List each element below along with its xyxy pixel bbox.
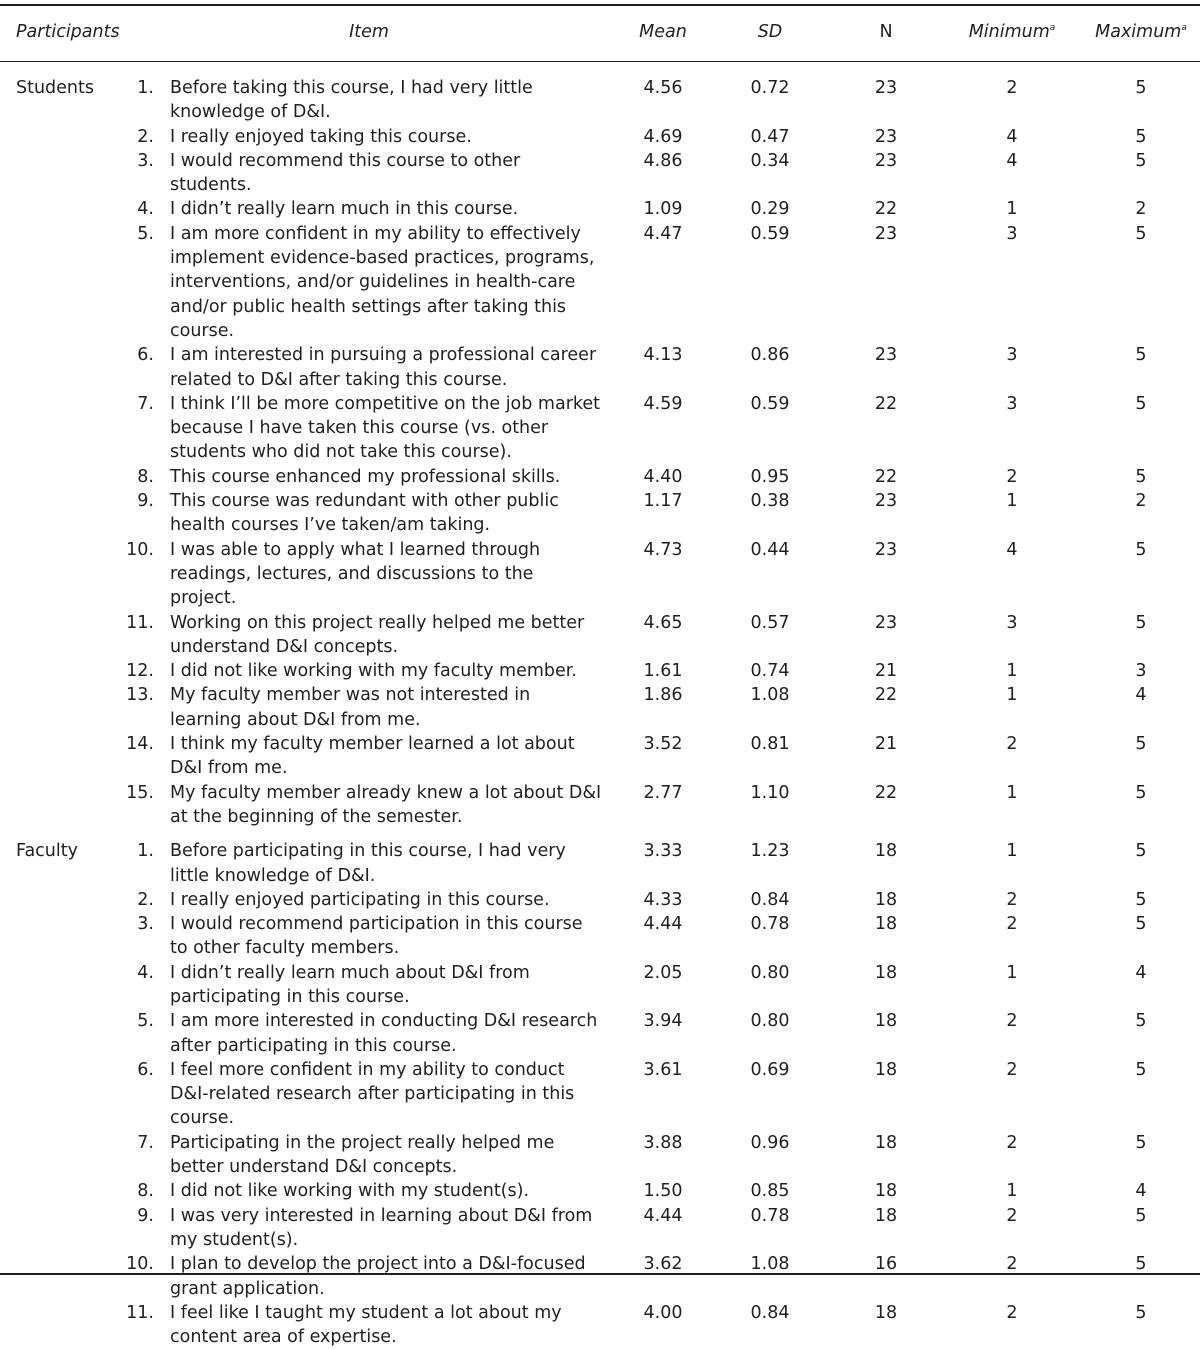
sd-cell: 0.44 [750, 539, 790, 560]
table-row [0, 1058, 1200, 1131]
item-text-cell: I did not like working with my faculty member. [170, 661, 577, 682]
item-number-cell: 3. [137, 914, 154, 935]
item-number-cell: 1. [137, 78, 154, 98]
n-cell: 22 [874, 685, 898, 706]
minimum-cell: 2 [1006, 1302, 1018, 1323]
n-cell: 22 [874, 393, 898, 414]
minimum-cell: 4 [1006, 126, 1018, 147]
item-number-cell: 9. [137, 1205, 154, 1226]
maximum-cell: 5 [1135, 1059, 1147, 1080]
maximum-cell: 5 [1135, 1302, 1147, 1323]
minimum-header [942, 0, 1082, 66]
item-number-cell: 10. [126, 539, 154, 560]
item-text-cell: I really enjoyed participating in this course. [170, 889, 550, 910]
minimum-cell: 1 [1006, 685, 1018, 706]
item-number-cell: 13. [126, 685, 154, 706]
minimum-footnote-marker: a [1049, 23, 1056, 34]
mean-cell: 1.09 [643, 199, 683, 220]
table-row [0, 781, 1200, 830]
sd-cell: 0.78 [750, 914, 790, 935]
mean-cell: 1.86 [643, 685, 683, 706]
mean-cell: 4.47 [643, 223, 683, 244]
mean-cell: 4.59 [643, 393, 683, 414]
participant-group-cell [0, 222, 122, 343]
item-number-cell: 8. [137, 1181, 154, 1202]
sd-cell: 0.38 [750, 491, 790, 512]
minimum-cell: 4 [1006, 539, 1018, 560]
maximum-header [1082, 0, 1200, 66]
table-row [0, 1009, 1200, 1058]
mean-cell: 1.61 [643, 661, 683, 682]
minimum-cell: 2 [1006, 889, 1018, 910]
item-text-cell: I did not like working with my student(s). [170, 1181, 530, 1202]
maximum-cell: 5 [1135, 782, 1147, 803]
table-row [0, 489, 1200, 538]
item-number-cell: 2. [137, 126, 154, 147]
table-row [0, 683, 1200, 732]
n-cell: 22 [874, 466, 898, 487]
n-cell: 23 [874, 491, 898, 512]
n-cell: 23 [874, 612, 898, 633]
minimum-cell: 1 [1006, 841, 1018, 862]
minimum-cell: 2 [1006, 1011, 1018, 1032]
mean-cell: 3.62 [643, 1254, 683, 1275]
table-row [0, 1131, 1200, 1180]
participant-group-cell [0, 197, 122, 221]
sd-cell: 0.95 [750, 466, 790, 487]
sd-cell: 0.81 [750, 734, 790, 755]
table-row [0, 829, 1200, 888]
mean-header: Mean [639, 21, 687, 42]
maximum-cell: 2 [1135, 491, 1147, 512]
table-row [0, 1252, 1200, 1301]
maximum-cell: 5 [1135, 914, 1147, 935]
item-number-cell: 3. [137, 150, 154, 171]
participant-group-cell [0, 912, 122, 961]
maximum-cell: 5 [1135, 466, 1147, 487]
item-number-cell: 11. [126, 612, 154, 633]
minimum-cell: 2 [1006, 914, 1018, 935]
mean-cell: 4.40 [643, 466, 683, 487]
participant-group-cell [0, 611, 122, 660]
item-text-cell: I would recommend participation in this course to other faculty members. [170, 914, 583, 959]
item-text-cell: I would recommend this course to other students. [170, 150, 521, 196]
sd-cell: 0.80 [750, 1011, 790, 1032]
maximum-cell: 5 [1135, 150, 1147, 171]
item-number-cell: 8. [137, 466, 154, 487]
minimum-cell: 4 [1006, 150, 1018, 171]
minimum-label: Minimum [968, 21, 1050, 42]
sd-cell: 0.86 [750, 345, 790, 366]
maximum-cell: 3 [1135, 661, 1147, 682]
sd-cell: 0.80 [750, 962, 790, 983]
mean-cell: 3.61 [643, 1059, 683, 1080]
minimum-cell: 2 [1006, 466, 1018, 487]
participant-group-cell [0, 732, 122, 781]
participant-group-cell [0, 1131, 122, 1180]
n-cell: 21 [874, 734, 898, 755]
n-cell: 16 [874, 1254, 898, 1275]
participant-group-cell: Students [16, 78, 95, 98]
n-cell: 18 [874, 841, 898, 862]
mean-cell: 4.44 [643, 914, 683, 935]
item-number-cell: 2. [137, 889, 154, 910]
participant-group-cell [0, 489, 122, 538]
n-cell: 23 [874, 539, 898, 560]
participant-group-cell [0, 538, 122, 611]
item-text-cell: My faculty member was not interested in learning about D&I from me. [170, 685, 531, 730]
table-row [0, 659, 1200, 683]
mean-cell: 1.17 [643, 491, 683, 512]
item-number-cell: 7. [137, 1132, 154, 1153]
maximum-cell: 5 [1135, 1254, 1147, 1275]
participant-group-cell [0, 683, 122, 732]
mean-cell: 2.77 [643, 782, 683, 803]
n-cell: 22 [874, 199, 898, 220]
item-text-cell: I am interested in pursuing a professional career related to D&I after taking this course. [170, 345, 597, 390]
item-text-cell: I feel more confident in my ability to conduct D&I-related research after participating in this course. [170, 1059, 575, 1129]
item-text-cell: Working on this project really helped me better understand D&I concepts. [170, 612, 585, 657]
n-cell: 23 [874, 223, 898, 244]
item-number-cell: 5. [137, 223, 154, 244]
minimum-cell: 1 [1006, 1181, 1018, 1202]
participant-group-cell [0, 888, 122, 912]
maximum-cell: 5 [1135, 539, 1147, 560]
participant-group-cell [0, 125, 122, 149]
item-text-cell: This course enhanced my professional skills. [170, 466, 561, 487]
participant-group-cell [0, 781, 122, 830]
item-text-cell: I plan to develop the project into a D&I-focused grant application. [170, 1254, 586, 1299]
participant-group-cell [0, 961, 122, 1010]
mean-cell: 3.52 [643, 734, 683, 755]
sd-cell: 0.84 [750, 889, 790, 910]
table-row [0, 912, 1200, 961]
participant-group-cell [0, 1204, 122, 1253]
n-cell: 23 [874, 150, 898, 171]
item-text-cell: Before participating in this course, I had very little knowledge of D&I. [170, 841, 566, 886]
sd-cell: 0.47 [750, 126, 790, 147]
n-cell: 23 [874, 78, 898, 98]
participant-group-cell [0, 1301, 122, 1349]
sd-cell: 0.59 [750, 393, 790, 414]
maximum-cell: 5 [1135, 1011, 1147, 1032]
item-text-cell: I think my faculty member learned a lot about D&I from me. [170, 734, 575, 779]
item-number-cell: 1. [137, 841, 154, 862]
table-row [0, 343, 1200, 392]
maximum-cell: 4 [1135, 1181, 1147, 1202]
n-cell: 18 [874, 1059, 898, 1080]
maximum-cell: 4 [1135, 685, 1147, 706]
table-row [0, 1179, 1200, 1203]
mean-cell: 2.05 [643, 962, 683, 983]
sd-cell: 0.72 [750, 78, 790, 98]
n-cell: 18 [874, 1011, 898, 1032]
sd-cell: 1.10 [750, 782, 790, 803]
minimum-cell: 2 [1006, 1059, 1018, 1080]
sd-cell: 1.23 [750, 841, 790, 862]
item-number-cell: 10. [126, 1254, 154, 1275]
mean-cell: 4.44 [643, 1205, 683, 1226]
minimum-cell: 1 [1006, 782, 1018, 803]
participant-group-cell [0, 1009, 122, 1058]
minimum-cell: 2 [1006, 1205, 1018, 1226]
minimum-cell: 2 [1006, 734, 1018, 755]
item-number-cell: 6. [137, 1059, 154, 1080]
item-text-cell: Participating in the project really helped me better understand D&I concepts. [170, 1132, 555, 1178]
table-row [0, 611, 1200, 660]
participant-group-cell [0, 659, 122, 683]
maximum-cell: 4 [1135, 962, 1147, 983]
sd-cell: 1.08 [750, 685, 790, 706]
item-number-cell: 15. [126, 782, 154, 803]
participant-group-cell [0, 149, 122, 198]
table-row [0, 465, 1200, 489]
table-row [0, 197, 1200, 221]
sd-cell: 0.85 [750, 1181, 790, 1202]
sd-cell: 0.69 [750, 1059, 790, 1080]
minimum-cell: 1 [1006, 661, 1018, 682]
table-row [0, 66, 1200, 125]
table-row [0, 222, 1200, 343]
item-text-cell: I am more interested in conducting D&I research after participating in this course. [170, 1011, 598, 1056]
maximum-cell: 5 [1135, 393, 1147, 414]
item-text-cell: I think I’ll be more competitive on the job market because I have taken this course (vs. other students who did not take this course). [170, 393, 601, 463]
item-number-cell: 12. [126, 661, 154, 682]
participant-group-cell: Faculty [16, 841, 78, 862]
mean-cell: 4.86 [643, 150, 683, 171]
table-row [0, 961, 1200, 1010]
minimum-cell: 3 [1006, 612, 1018, 633]
item-text-cell: I was very interested in learning about D&I from my student(s). [170, 1205, 593, 1250]
item-text-cell: This course was redundant with other public health courses I’ve taken/am taking. [170, 491, 559, 536]
item-number-cell: 9. [137, 491, 154, 512]
participant-group-cell [0, 392, 122, 465]
item-number-cell: 11. [126, 1302, 154, 1323]
maximum-cell: 5 [1135, 734, 1147, 755]
participant-group-cell [0, 1252, 122, 1301]
item-text-cell: I really enjoyed taking this course. [170, 126, 472, 147]
minimum-cell: 1 [1006, 491, 1018, 512]
maximum-cell: 5 [1135, 78, 1147, 98]
item-text-cell: I am more confident in my ability to effectively implement evidence-based practices, programs, interventions, and/or guidelines in health-care and/or public health settings after taking this course. [170, 223, 595, 341]
maximum-cell: 5 [1135, 1132, 1147, 1153]
item-number-cell: 14. [126, 734, 154, 755]
sd-cell: 0.59 [750, 223, 790, 244]
maximum-label: Maximum [1095, 21, 1182, 42]
mean-cell: 3.94 [643, 1011, 683, 1032]
n-cell: 22 [874, 782, 898, 803]
maximum-cell: 5 [1135, 841, 1147, 862]
table-row [0, 1301, 1200, 1349]
mean-cell: 4.69 [643, 126, 683, 147]
n-cell: 18 [874, 1132, 898, 1153]
table-row [0, 732, 1200, 781]
table-row [0, 392, 1200, 465]
mean-cell: 4.73 [643, 539, 683, 560]
minimum-cell: 2 [1006, 1132, 1018, 1153]
item-text-cell: My faculty member already knew a lot about D&I at the beginning of the semester. [170, 782, 602, 827]
minimum-cell: 3 [1006, 223, 1018, 244]
minimum-cell: 2 [1006, 78, 1018, 98]
table-body [0, 66, 1200, 1349]
maximum-cell: 5 [1135, 889, 1147, 910]
minimum-cell: 3 [1006, 345, 1018, 366]
participant-group-cell [0, 1058, 122, 1131]
n-cell: 18 [874, 1181, 898, 1202]
sd-cell: 0.78 [750, 1205, 790, 1226]
table-row [0, 125, 1200, 149]
minimum-cell: 2 [1006, 1254, 1018, 1275]
n-cell: 18 [874, 1205, 898, 1226]
maximum-cell: 5 [1135, 223, 1147, 244]
table-row [0, 1204, 1200, 1253]
n-cell: 21 [874, 661, 898, 682]
table-row [0, 538, 1200, 611]
maximum-cell: 5 [1135, 126, 1147, 147]
participant-group-cell [0, 465, 122, 489]
participant-group-cell [0, 343, 122, 392]
header-row [0, 0, 1200, 66]
item-text-cell: I didn’t really learn much about D&I from participating in this course. [170, 962, 530, 1007]
sd-header: SD [757, 21, 783, 42]
participant-group-cell [0, 1179, 122, 1203]
sd-cell: 1.08 [750, 1254, 790, 1275]
mean-cell: 4.13 [643, 345, 683, 366]
mean-cell: 4.00 [643, 1302, 683, 1323]
mean-cell: 4.56 [643, 78, 683, 98]
sd-cell: 0.34 [750, 150, 790, 171]
item-number-cell: 4. [137, 199, 154, 220]
table-row [0, 149, 1200, 198]
table-row [0, 888, 1200, 912]
maximum-footnote-marker: a [1181, 23, 1187, 34]
item-number-cell: 7. [137, 393, 154, 414]
maximum-cell: 5 [1135, 1205, 1147, 1226]
minimum-cell: 1 [1006, 199, 1018, 220]
n-cell: 23 [874, 126, 898, 147]
participants-header: Participants [16, 21, 120, 42]
item-text-cell: I didn’t really learn much in this course. [170, 199, 519, 220]
sd-cell: 0.29 [750, 199, 790, 220]
item-number-cell: 4. [137, 962, 154, 983]
maximum-cell: 5 [1135, 345, 1147, 366]
maximum-cell: 5 [1135, 612, 1147, 633]
sd-cell: 0.84 [750, 1302, 790, 1323]
maximum-cell: 2 [1135, 199, 1147, 220]
n-cell: 23 [874, 345, 898, 366]
n-cell: 18 [874, 962, 898, 983]
n-cell: 18 [874, 1302, 898, 1323]
minimum-cell: 3 [1006, 393, 1018, 414]
mean-cell: 3.88 [643, 1132, 683, 1153]
mean-cell: 4.65 [643, 612, 683, 633]
item-text-cell: I feel like I taught my student a lot about my content area of expertise. [170, 1302, 562, 1348]
item-number-cell: 5. [137, 1011, 154, 1032]
sd-cell: 0.74 [750, 661, 790, 682]
item-text-cell: Before taking this course, I had very little knowledge of D&I. [170, 78, 533, 123]
mean-cell: 3.33 [643, 841, 683, 862]
mean-cell: 4.33 [643, 889, 683, 910]
n-header: N [879, 21, 893, 42]
item-text-cell: I was able to apply what I learned through readings, lectures, and discussions to the project. [170, 539, 541, 609]
n-cell: 18 [874, 914, 898, 935]
sd-cell: 0.96 [750, 1132, 790, 1153]
item-header: Item [349, 21, 389, 42]
n-cell: 18 [874, 889, 898, 910]
sd-cell: 0.57 [750, 612, 790, 633]
minimum-cell: 1 [1006, 962, 1018, 983]
item-number-cell: 6. [137, 345, 154, 366]
mean-cell: 1.50 [643, 1181, 683, 1202]
